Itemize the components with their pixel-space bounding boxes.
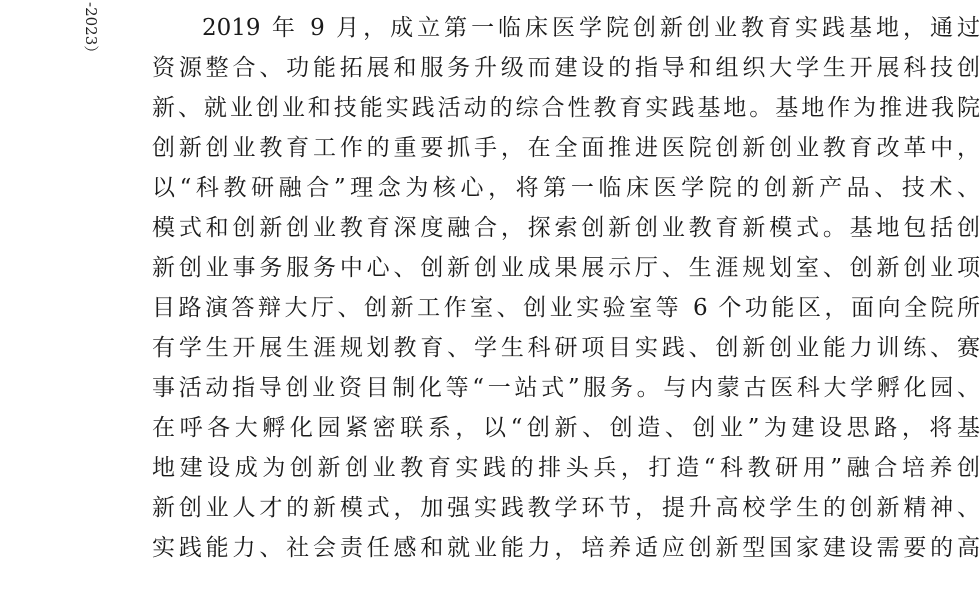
paragraph-line: 新创业事务服务中心、创新创业成果展示厅、生涯规划室、创新创业项 [152, 255, 980, 281]
paragraph-line: 实践能力、社会责任感和就业能力，培养适应创新型国家建设需要的高 [152, 535, 980, 561]
paragraph-line: 在呼各大孵化园紧密联系，以“创新、创造、创业”为建设思路，将基 [152, 415, 980, 441]
paragraph-line: 模式和创新创业教育深度融合，探索创新创业教育新模式。基地包括创 [152, 215, 980, 241]
paragraph-line: 目路演答辩大厅、创新工作室、创业实验室等 6 个功能区，面向全院所 [152, 295, 980, 321]
paragraph-line: 地建设成为创新创业教育实践的排头兵，打造“科教研用”融合培养创 [152, 455, 980, 481]
paragraph-line: 2019 年 9 月，成立第一临床医学院创新创业教育实践基地，通过 [202, 15, 980, 41]
paragraph-line: 事活动指导创业资目制化等“一站式”服务。与内蒙古医科大学孵化园、 [152, 375, 980, 401]
paragraph-line: 创新创业教育工作的重要抓手，在全面推进医院创新创业教育改革中， [152, 135, 980, 161]
paragraph-line: 资源整合、功能拓展和服务升级而建设的指导和组织大学生开展科技创 [152, 55, 980, 81]
paragraph-line: 以“科教研融合”理念为核心，将第一临床医学院的创新产品、技术、 [152, 175, 980, 201]
running-header-year: -2023） [82, 2, 100, 61]
body-paragraph [152, 8, 980, 568]
paragraph-line: 新、就业创业和技能实践活动的综合性教育实践基地。基地作为推进我院 [152, 95, 980, 121]
paragraph-line: 新创业人才的新模式，加强实践教学环节，提升高校学生的创新精神、 [152, 495, 980, 521]
paragraph-line: 有学生开展生涯规划教育、学生科研项目实践、创新创业能力训练、赛 [152, 335, 980, 361]
